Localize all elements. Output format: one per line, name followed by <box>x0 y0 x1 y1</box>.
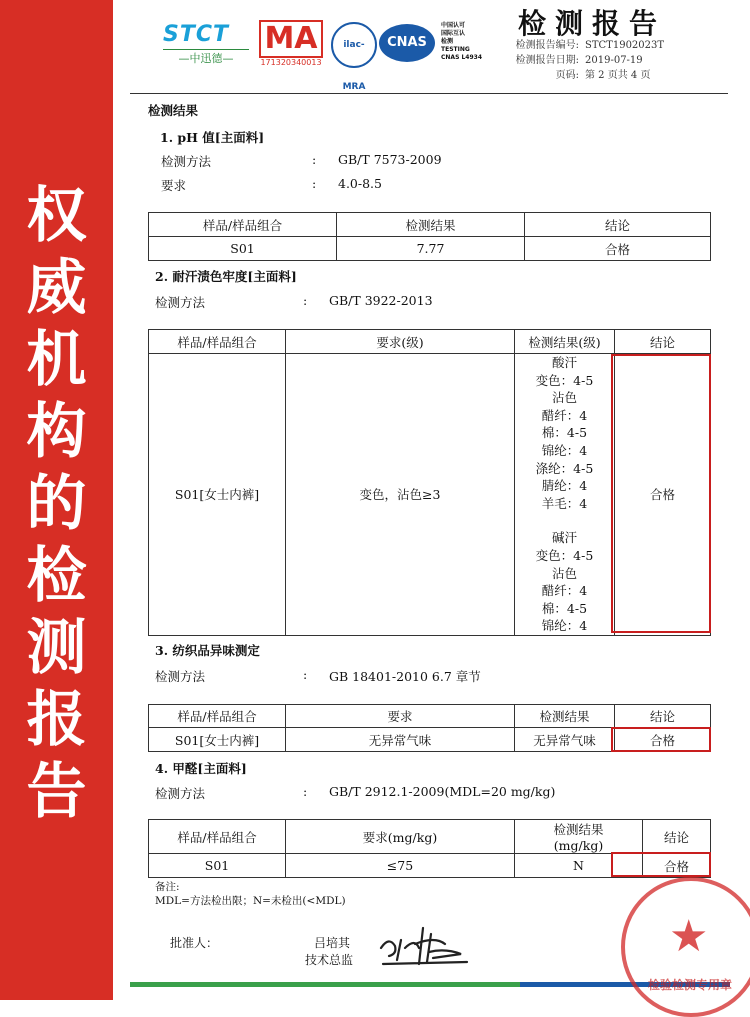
s3-method: GB 18401-2010 6.7 章节 <box>329 669 481 684</box>
notes-text: MDL=方法检出限；N=未检出(<MDL) <box>155 895 346 907</box>
colon: : <box>303 667 308 682</box>
table-cell: 合格 <box>615 354 711 636</box>
table-header: 要求(级) <box>286 330 515 354</box>
s1-table <box>148 212 711 261</box>
highlight-box <box>611 354 711 633</box>
cma-logo: MA 171320340013 <box>260 21 322 67</box>
table-cell: S01[女士内裤] <box>149 354 286 636</box>
banner-vertical-text <box>0 180 113 828</box>
star-icon: ★ <box>669 911 709 962</box>
s1-method-label: 检测方法 <box>161 154 212 169</box>
table-cell: S01 <box>149 237 337 261</box>
table-cell: N <box>515 854 643 878</box>
s1-req: 4.0-8.5 <box>338 176 382 191</box>
cnas-info: 中国认可 国际互认 检测 TESTING CNAS L4934 <box>441 22 483 61</box>
banner-char: 告 <box>26 757 87 827</box>
s4-method: GB/T 2912.1-2009(MDL=20 mg/kg) <box>329 784 556 799</box>
table-header: 样品/样品组合 <box>149 330 286 354</box>
report-title: 检测报告 <box>518 7 667 40</box>
result-list-cell: 酸汗 变色：4-5 沾色 醋纤：4 棉：4-5 锦纶：4 涤纶：4-5 腈纶：4 羊毛：4 碱汗 变色：4-5 沾色 醋纤：4 棉：4-5 锦纶：4 <box>515 354 615 636</box>
stct-logo: STCT —中迅德— <box>163 22 249 66</box>
report-meta: 检测报告编号: STCT1902023T 检测报告日期: 2019-07-19 页码: 第 2 页共 4 页 <box>515 40 665 81</box>
s1-method: GB/T 7573-2009 <box>338 152 442 167</box>
table-header: 检测结果 <box>337 213 525 237</box>
banner-char: 威 <box>26 253 87 323</box>
official-seal <box>621 877 750 1017</box>
table-header: 要求 <box>286 705 515 728</box>
table-cell: 变色，沾色≥3 <box>286 354 515 636</box>
banner-char: 检 <box>26 541 87 611</box>
section-4-title: 4. 甲醛[主面料] <box>155 761 247 776</box>
results-title: 检测结果 <box>148 103 199 118</box>
notes-label: 备注: <box>155 881 180 893</box>
banner-char: 测 <box>26 613 87 683</box>
approver-role: 技术总监 <box>305 953 354 967</box>
table-header: 样品/样品组合 <box>149 213 337 237</box>
table-header: 结论 <box>615 705 711 728</box>
report-date: 2019-07-19 <box>585 55 643 66</box>
s2-method: GB/T 3922-2013 <box>329 293 433 308</box>
colon: : <box>303 293 308 308</box>
page-number: 第 2 页共 4 页 <box>585 70 651 81</box>
highlight-box <box>611 852 711 877</box>
table-header: 样品/样品组合 <box>149 705 286 728</box>
left-red-banner <box>0 0 113 1000</box>
approval-label: 批准人： <box>170 936 219 950</box>
table-cell: 合格 <box>525 237 711 261</box>
table-header: 要求(mg/kg) <box>286 820 515 854</box>
table-cell: S01 <box>149 854 286 878</box>
table-header: 检测结果 <box>515 705 615 728</box>
table-cell: 无异常气味 <box>515 728 615 752</box>
table-header: 检测结果(mg/kg) <box>515 820 643 854</box>
signature <box>375 918 475 968</box>
section-3-title: 3. 纺织品异味测定 <box>155 643 260 658</box>
banner-char: 构 <box>26 397 87 467</box>
section-2-title: 2. 耐汗渍色牢度[主面料] <box>155 269 297 284</box>
header-divider <box>130 93 728 94</box>
table-cell: 合格 <box>643 854 711 878</box>
table-header: 结论 <box>525 213 711 237</box>
banner-char: 机 <box>26 325 87 395</box>
cnas-logo: CNAS <box>379 24 435 62</box>
report-header <box>113 0 750 95</box>
colon: : <box>303 784 308 799</box>
colon: : <box>312 152 317 167</box>
table-header: 检测结果(级) <box>515 330 615 354</box>
table-cell: ≤75 <box>286 854 515 878</box>
banner-char: 权 <box>26 181 87 251</box>
ilac-mra-logo: ilac-MRA <box>331 22 377 68</box>
s1-req-label: 要求 <box>161 178 187 193</box>
s3-method-label: 检测方法 <box>155 669 206 684</box>
s2-method-label: 检测方法 <box>155 295 206 310</box>
table-cell: 合格 <box>615 728 711 752</box>
highlight-box <box>611 727 711 752</box>
table-cell: 7.77 <box>337 237 525 261</box>
table-cell: 无异常气味 <box>286 728 515 752</box>
table-header: 样品/样品组合 <box>149 820 286 854</box>
seal-text: 检验检测专用章 <box>647 978 732 992</box>
report-number: STCT1902023T <box>585 40 665 51</box>
banner-char: 报 <box>26 685 87 755</box>
colon: : <box>312 176 317 191</box>
table-cell: S01[女士内裤] <box>149 728 286 752</box>
approver-name: 吕培其 <box>314 936 351 950</box>
table-header: 结论 <box>643 820 711 854</box>
table-header: 结论 <box>615 330 711 354</box>
s4-method-label: 检测方法 <box>155 786 206 801</box>
section-1-title: 1. pH 值[主面料] <box>160 130 265 145</box>
banner-char: 的 <box>26 469 87 539</box>
